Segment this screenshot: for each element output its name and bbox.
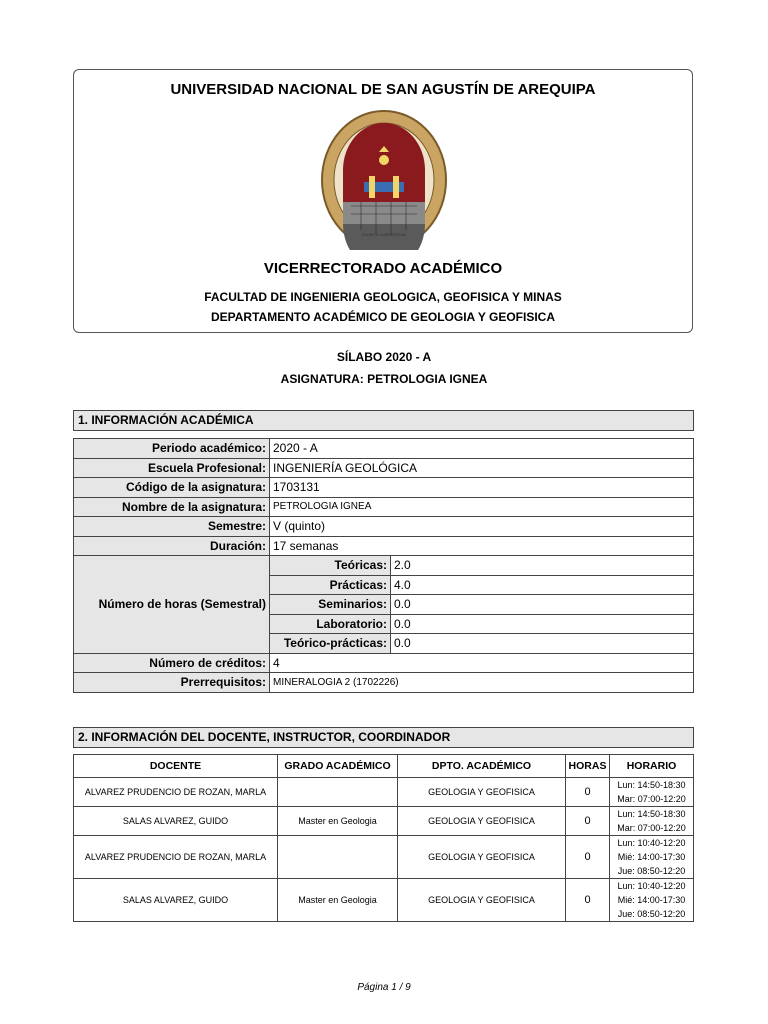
academic-info-table bbox=[73, 438, 694, 693]
table-row bbox=[74, 517, 694, 537]
info-label: Nombre de la asignatura: bbox=[74, 497, 270, 517]
column-header: DOCENTE bbox=[74, 755, 278, 778]
hours-value: 2.0 bbox=[391, 556, 694, 576]
table-row bbox=[74, 536, 694, 556]
credits-label: Número de créditos: bbox=[74, 653, 270, 673]
info-value: INGENIERÍA GEOLÓGICA bbox=[270, 458, 694, 478]
teacher-hours: 0 bbox=[566, 879, 610, 922]
info-label: Código de la asignatura: bbox=[74, 478, 270, 498]
teacher-degree bbox=[278, 778, 398, 807]
prereq-label: Prerrequisitos: bbox=[74, 673, 270, 693]
table-row bbox=[74, 497, 694, 517]
vice-rectorate: VICERRECTORADO ACADÉMICO bbox=[263, 260, 503, 277]
column-header: DPTO. ACADÉMICO bbox=[398, 755, 566, 778]
teacher-degree bbox=[278, 836, 398, 879]
table-header-row bbox=[74, 755, 694, 778]
university-seal-icon bbox=[321, 110, 447, 250]
schedule-line: Lun: 10:40-12:20 bbox=[617, 838, 686, 848]
schedule-line: Mié: 14:00-17:30 bbox=[617, 852, 686, 862]
page-number: Página 1 / 9 bbox=[357, 982, 411, 993]
teacher-name: ALVAREZ PRUDENCIO DE ROZAN, MARLA bbox=[74, 836, 278, 879]
hours-value: 0.0 bbox=[391, 634, 694, 654]
info-value: V (quinto) bbox=[270, 517, 694, 537]
university-title: UNIVERSIDAD NACIONAL DE SAN AGUSTÍN DE AREQUIPA bbox=[170, 81, 596, 98]
prereq-value: MINERALOGIA 2 (1702226) bbox=[270, 673, 694, 693]
hours-value: 0.0 bbox=[391, 614, 694, 634]
info-value: PETROLOGIA IGNEA bbox=[270, 497, 694, 517]
info-label: Escuela Profesional: bbox=[74, 458, 270, 478]
info-label: Periodo académico: bbox=[74, 439, 270, 459]
table-row bbox=[74, 879, 694, 922]
teacher-dept: GEOLOGIA Y GEOFISICA bbox=[398, 879, 566, 922]
seal-motto: DOMUS SAPIENTIAE bbox=[361, 232, 407, 237]
teacher-name: ALVAREZ PRUDENCIO DE ROZAN, MARLA bbox=[74, 778, 278, 807]
table-row bbox=[74, 556, 694, 576]
teacher-degree: Master en Geologia bbox=[278, 879, 398, 922]
schedule-line: Jue: 08:50-12:20 bbox=[617, 909, 686, 919]
table-row bbox=[74, 807, 694, 836]
header-box bbox=[73, 69, 693, 333]
section-1-title: 1. INFORMACIÓN ACADÉMICA bbox=[73, 410, 694, 431]
hours-label: Teóricas: bbox=[270, 556, 391, 576]
teacher-table bbox=[73, 754, 694, 922]
teacher-schedule bbox=[610, 807, 694, 836]
teacher-name: SALAS ALVAREZ, GUIDO bbox=[74, 879, 278, 922]
subject-title: ASIGNATURA: PETROLOGIA IGNEA bbox=[280, 372, 488, 386]
info-value: 1703131 bbox=[270, 478, 694, 498]
hours-value: 0.0 bbox=[391, 595, 694, 615]
hours-group-label: Número de horas (Semestral) bbox=[74, 556, 270, 654]
info-label: Duración: bbox=[74, 536, 270, 556]
teacher-hours: 0 bbox=[566, 778, 610, 807]
hours-label: Laboratorio: bbox=[270, 614, 391, 634]
table-row bbox=[74, 458, 694, 478]
teacher-hours: 0 bbox=[566, 807, 610, 836]
schedule-line: Mar: 07:00-12:20 bbox=[617, 794, 686, 804]
teacher-hours: 0 bbox=[566, 836, 610, 879]
info-label: Semestre: bbox=[74, 517, 270, 537]
table-row bbox=[74, 653, 694, 673]
schedule-line: Mar: 07:00-12:20 bbox=[617, 823, 686, 833]
column-header: GRADO ACADÉMICO bbox=[278, 755, 398, 778]
teacher-dept: GEOLOGIA Y GEOFISICA bbox=[398, 836, 566, 879]
table-row bbox=[74, 478, 694, 498]
teacher-dept: GEOLOGIA Y GEOFISICA bbox=[398, 778, 566, 807]
schedule-line: Lun: 14:50-18:30 bbox=[617, 780, 686, 790]
teacher-degree: Master en Geologia bbox=[278, 807, 398, 836]
column-header: HORARIO bbox=[610, 755, 694, 778]
info-value: 17 semanas bbox=[270, 536, 694, 556]
section-2-title: 2. INFORMACIÓN DEL DOCENTE, INSTRUCTOR, COORDINADOR bbox=[73, 727, 694, 748]
syllabus-title: SÍLABO 2020 - A bbox=[336, 350, 432, 364]
teacher-name: SALAS ALVAREZ, GUIDO bbox=[74, 807, 278, 836]
teacher-dept: GEOLOGIA Y GEOFISICA bbox=[398, 807, 566, 836]
schedule-line: Mié: 14:00-17:30 bbox=[617, 895, 686, 905]
schedule-line: Lun: 14:50-18:30 bbox=[617, 809, 686, 819]
hours-value: 4.0 bbox=[391, 575, 694, 595]
hours-label: Seminarios: bbox=[270, 595, 391, 615]
teacher-schedule bbox=[610, 879, 694, 922]
credits-value: 4 bbox=[270, 653, 694, 673]
table-row bbox=[74, 439, 694, 459]
schedule-line: Lun: 10:40-12:20 bbox=[617, 881, 686, 891]
schedule-line: Jue: 08:50-12:20 bbox=[617, 866, 686, 876]
info-value: 2020 - A bbox=[270, 439, 694, 459]
column-header: HORAS bbox=[566, 755, 610, 778]
hours-label: Prácticas: bbox=[270, 575, 391, 595]
hours-label: Teórico-prácticas: bbox=[270, 634, 391, 654]
faculty-name: FACULTAD DE INGENIERIA GEOLOGICA, GEOFISICA Y MINAS bbox=[204, 290, 562, 304]
table-row bbox=[74, 778, 694, 807]
table-row bbox=[74, 673, 694, 693]
department-name: DEPARTAMENTO ACADÉMICO DE GEOLOGIA Y GEOFISICA bbox=[210, 310, 556, 324]
teacher-schedule bbox=[610, 836, 694, 879]
table-row bbox=[74, 836, 694, 879]
teacher-schedule bbox=[610, 778, 694, 807]
